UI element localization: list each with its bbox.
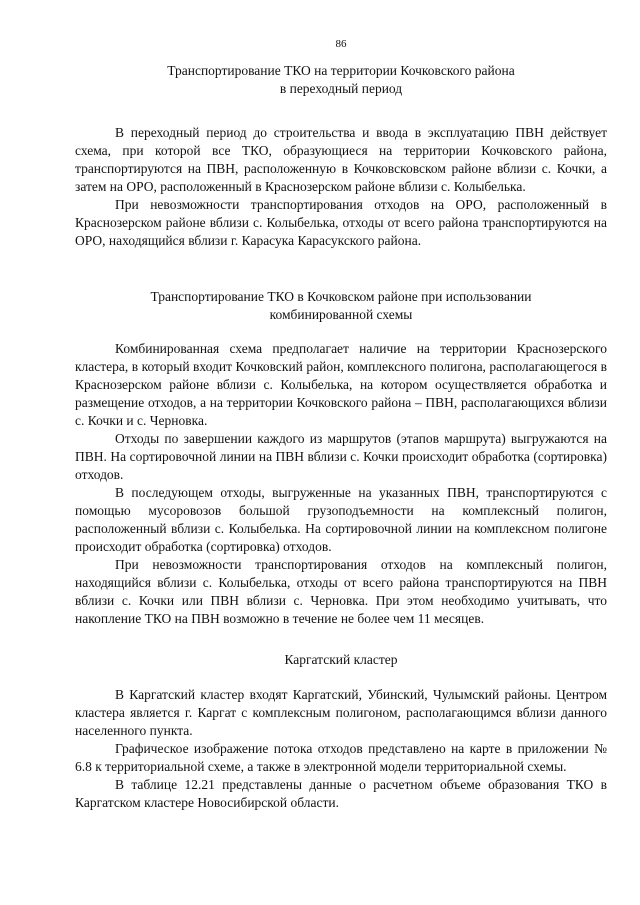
heading-line: Транспортирование ТКО в Кочковском районе при использовании <box>150 289 532 304</box>
paragraph: При невозможности транспортирования отходов на ОРО, расположенный в Краснозерском районе вблизи с. Колыбелька, отходы от всего района транспортируются на ОРО, находящийся вблизи г. Карасука Карасукского района. <box>75 197 607 248</box>
section-body <box>75 340 607 628</box>
section-heading <box>75 651 607 669</box>
paragraph: Графическое изображение потока отходов представлено на карте в приложении № 6.8 к территориальной схеме, а также в электронной модели территориальной схемы. <box>75 741 607 774</box>
section-heading <box>75 288 607 324</box>
section-heading <box>75 62 607 98</box>
heading-line: Транспортирование ТКО на территории Кочковского района <box>167 63 515 78</box>
section-body <box>75 124 607 250</box>
heading-line: в переходный период <box>279 81 403 96</box>
heading-line: комбинированной схемы <box>269 307 413 322</box>
paragraph: В переходный период до строительства и ввода в эксплуатацию ПВН действует схема, при которой все ТКО, образующиеся на территории Кочковского района, транспортируются на ПВН, расположенную в Кочковсковском районе вблизи с. Кочки, а затем на ОРО, расположенный в Краснозерском районе вблизи с. Колыбелька. <box>75 125 607 194</box>
heading-line: Каргатский кластер <box>284 652 398 667</box>
paragraph: В последующем отходы, выгруженные на указанных ПВН, транспортируются с помощью мусоровозов большой грузоподъемности на комплексный полигон, расположенный вблизи с. Колыбелька. На сортировочной линии на комплексном полигоне происходит обработка (сортировка) отходов. <box>75 485 607 554</box>
paragraph: Отходы по завершении каждого из маршрутов (этапов маршрута) выгружаются на ПВН. На сортировочной линии на ПВН вблизи с. Кочки происходит обработка (сортировка) отходов. <box>75 431 607 482</box>
section-body <box>75 686 607 812</box>
paragraph: В таблице 12.21 представлены данные о расчетном объеме образования ТКО в Каргатском кластере Новосибирской области. <box>75 777 607 810</box>
page-number: 86 <box>335 38 347 50</box>
paragraph: Комбинированная схема предполагает наличие на территории Краснозерского кластера, в который входит Кочковский район, комплексного полигона, располагающегося в Краснозерском районе вблизи с. Колыбелька, на котором осуществляется обработка и размещение отходов, а на территории Кочковского района – ПВН, располагающихся вблизи с. Кочки и с. Черновка. <box>75 341 607 428</box>
paragraph: При невозможности транспортирования отходов на комплексный полигон, находящийся вблизи с. Колыбелька, отходы от всего района транспортируются на ПВН вблизи с. Кочки или ПВН вблизи с. Черновка. При этом необходимо учитывать, что накопление ТКО на ПВН возможно в течение не более чем 11 месяцев. <box>75 557 607 626</box>
paragraph: В Каргатский кластер входят Каргатский, Убинский, Чулымский районы. Центром кластера является г. Каргат с комплексным полигоном, располагающимся вблизи данного населенного пункта. <box>75 687 607 738</box>
